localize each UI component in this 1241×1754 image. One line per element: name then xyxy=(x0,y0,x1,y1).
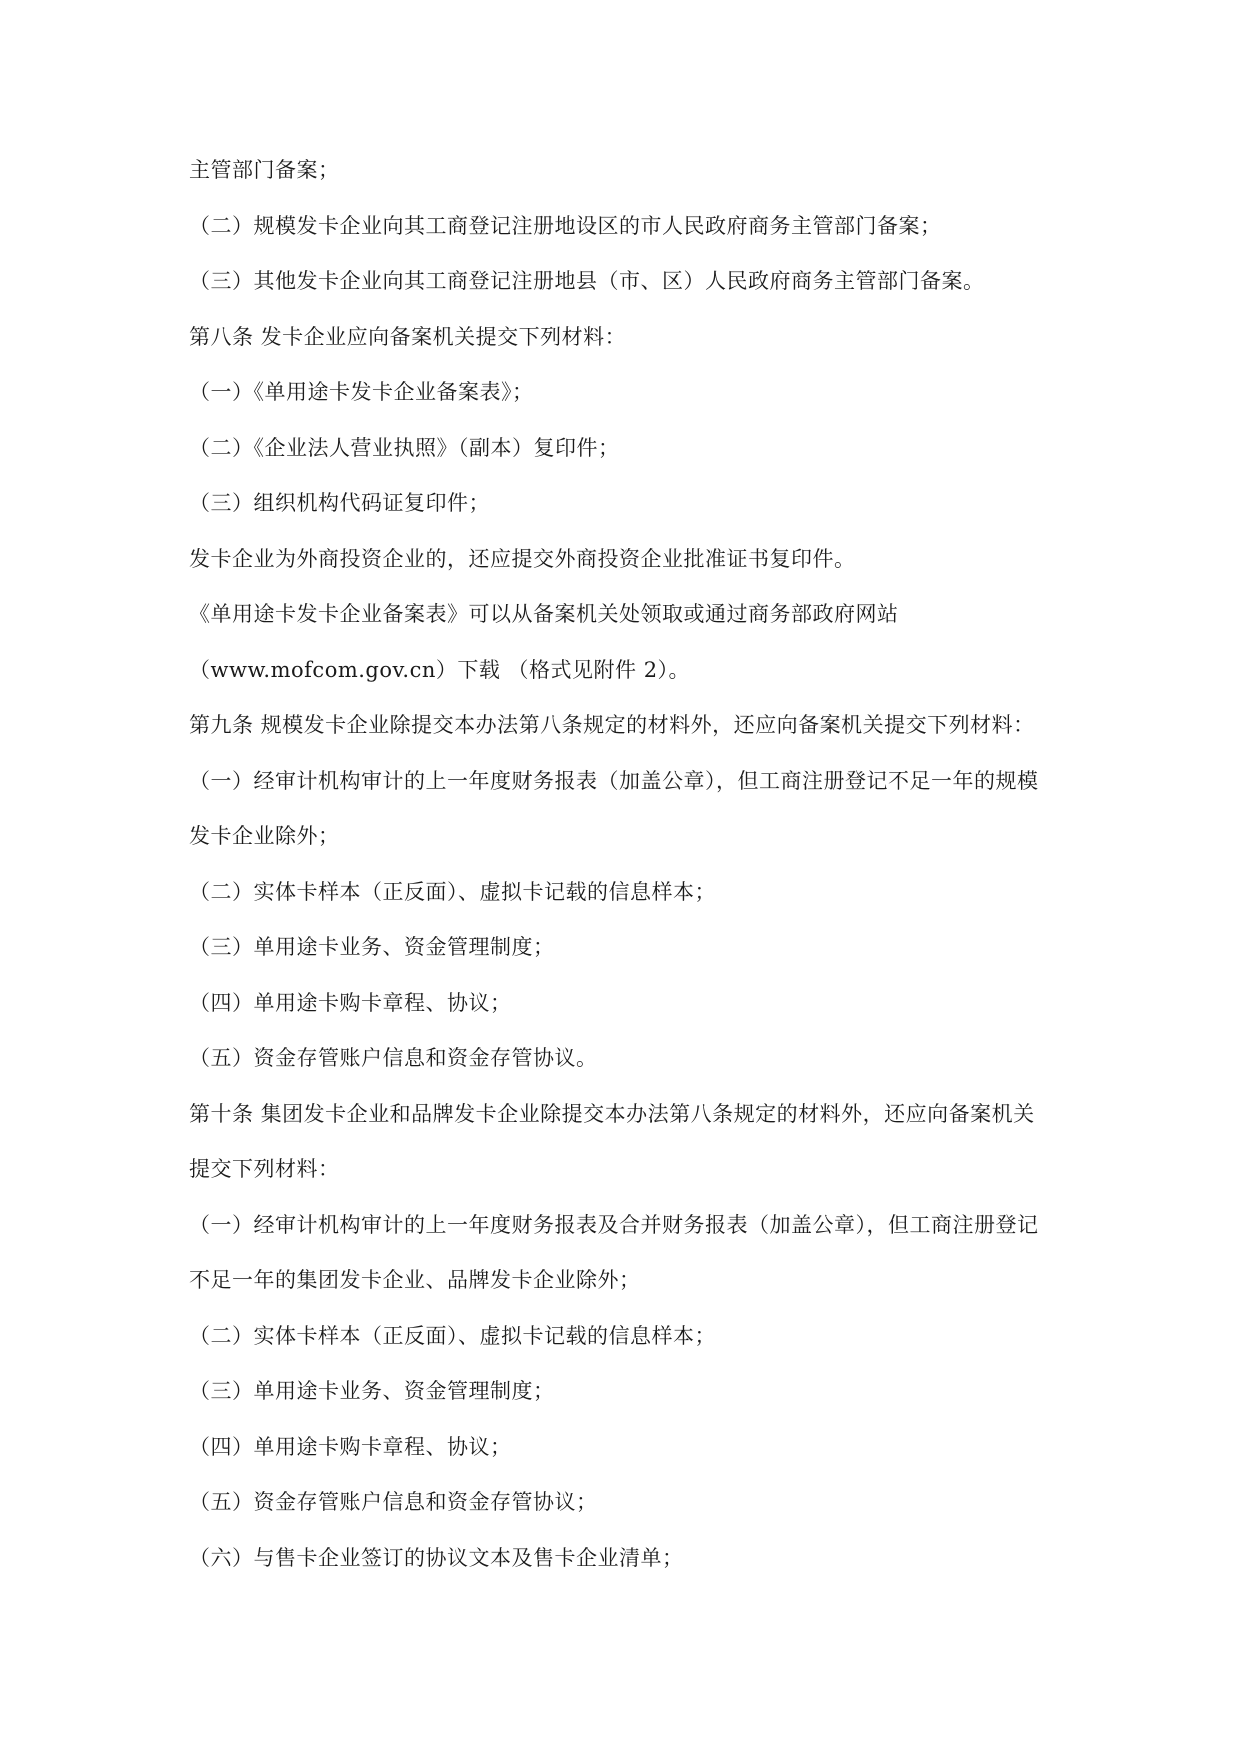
text-line: （二）规模发卡企业向其工商登记注册地设区的市人民政府商务主管部门备案； xyxy=(189,213,942,238)
text-line: （一）经审计机构审计的上一年度财务报表（加盖公章），但工商注册登记不足一年的规模 xyxy=(189,768,1039,793)
text-line: （五）资金存管账户信息和资金存管协议； xyxy=(189,1490,598,1514)
text-line: （一）经审计机构审计的上一年度财务报表及合并财务报表（加盖公章），但工商注册登记 xyxy=(189,1212,1039,1237)
text-line: （二）实体卡样本（正反面）、虚拟卡记载的信息样本； xyxy=(189,879,716,904)
article-heading: 第九条 规模发卡企业除提交本办法第八条规定的材料外，还应向备案机关提交下列材料： xyxy=(189,713,1035,737)
text-line: 主管部门备案； xyxy=(189,158,340,182)
article-heading: 第十条 集团发卡企业和品牌发卡企业除提交本办法第八条规定的材料外，还应向备案机关 xyxy=(189,1101,1035,1126)
text-line: （www.mofcom.gov.cn）下载 （格式见附件 2）。 xyxy=(189,657,691,682)
text-line: （二）《企业法人营业执照》（副本）复印件； xyxy=(189,435,620,460)
text-line: （二）实体卡样本（正反面）、虚拟卡记载的信息样本； xyxy=(189,1323,716,1348)
text-line: （三）其他发卡企业向其工商登记注册地县（市、区）人民政府商务主管部门备案。 xyxy=(189,269,985,293)
text-line: 发卡企业为外商投资企业的，还应提交外商投资企业批准证书复印件。 xyxy=(189,546,856,571)
text-line: 提交下列材料： xyxy=(189,1157,340,1181)
text-line: 不足一年的集团发卡企业、品牌发卡企业除外； xyxy=(189,1268,641,1292)
text-line: 发卡企业除外； xyxy=(189,824,340,848)
text-line: （四）单用途卡购卡章程、协议； xyxy=(189,1434,512,1459)
text-line: （五）资金存管账户信息和资金存管协议。 xyxy=(189,1046,598,1070)
text-line: （四）单用途卡购卡章程、协议； xyxy=(189,990,512,1015)
text-line: （三）组织机构代码证复印件； xyxy=(189,491,490,515)
article-heading: 第八条 发卡企业应向备案机关提交下列材料： xyxy=(189,324,627,349)
document-body xyxy=(189,155,1069,1598)
text-line: （三）单用途卡业务、资金管理制度； xyxy=(189,1379,555,1403)
text-line: 《单用途卡发卡企业备案表》可以从备案机关处领取或通过商务部政府网站 xyxy=(189,602,899,626)
text-line: （六）与售卡企业签订的协议文本及售卡企业清单； xyxy=(189,1545,684,1570)
text-line: （一）《单用途卡发卡企业备案表》； xyxy=(189,380,534,404)
text-line: （三）单用途卡业务、资金管理制度； xyxy=(189,935,555,959)
